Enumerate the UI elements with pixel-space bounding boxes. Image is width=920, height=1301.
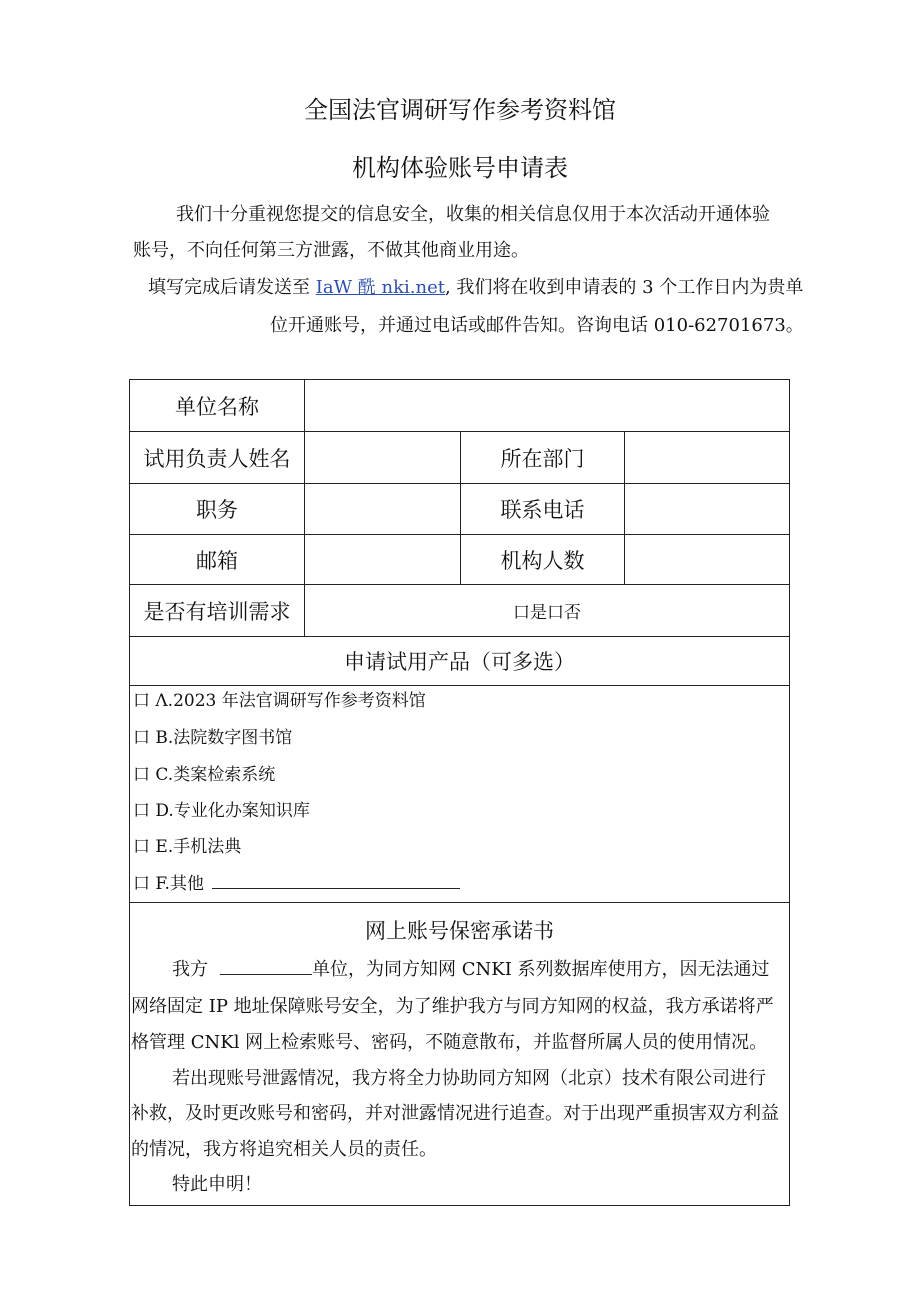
- pledge-unit-blank[interactable]: [220, 974, 312, 975]
- phone-field[interactable]: [625, 484, 789, 534]
- product-option[interactable]: 口 B.法院数字图书馆: [133, 728, 293, 748]
- email-link[interactable]: IaW 酰 nki.net: [315, 277, 445, 298]
- application-form-table: [129, 379, 790, 1206]
- product-option-other[interactable]: [133, 869, 460, 894]
- pledge-paragraph-line: 若出现账号泄露情况，我方将全力协助同方知网（北京）技术有限公司进行: [172, 1068, 766, 1089]
- product-option-label: 口 F.其他: [133, 874, 204, 894]
- pledge-text: 单位，为同方知网 CNKI 系列数据库使用方，因无法通过: [312, 959, 770, 980]
- phone-label: 联系电话: [500, 498, 585, 522]
- page-title: 全国法官调研写作参考资料馆: [304, 96, 616, 124]
- instructions-line: 位开通账号，并通过电话或邮件告知。咨询电话 010-62701673。: [270, 315, 804, 336]
- intro-paragraph-line: 我们十分重视您提交的信息安全，收集的相关信息仅用于本次活动开通体验: [176, 204, 770, 225]
- form-subtitle: 机构体验账号申请表: [352, 154, 568, 182]
- instructions-text: , 我们将在收到申请表的 3 个工作日内为贵单: [444, 277, 804, 298]
- training-label: 是否有培训需求: [143, 599, 291, 624]
- position-field[interactable]: [305, 484, 460, 534]
- product-option[interactable]: 口 C.类案检索系统: [133, 765, 276, 785]
- submission-instructions: [148, 273, 803, 299]
- department-field[interactable]: [625, 432, 789, 483]
- products-heading: 申请试用产品（可多选）: [344, 650, 575, 674]
- pledge-paragraph-line: [172, 955, 770, 981]
- product-option[interactable]: 口 E.手机法典: [133, 837, 242, 857]
- pledge-closing: 特此申明！: [172, 1174, 262, 1195]
- staff-count-field[interactable]: [625, 535, 789, 584]
- pledge-paragraph-line: 的情况，我方将追究相关人员的责任。: [131, 1139, 437, 1160]
- trial-person-label: 试用负责人姓名: [143, 446, 291, 471]
- pledge-heading: 网上账号保密承诺书: [365, 919, 554, 943]
- other-product-blank[interactable]: [212, 888, 460, 889]
- intro-paragraph-line: 账号，不向任何第三方泄露，不做其他商业用途。: [133, 240, 529, 261]
- staff-count-label: 机构人数: [500, 548, 585, 573]
- pledge-text: 我方: [172, 959, 208, 980]
- product-option[interactable]: 口 Λ.2023 年法官调研写作参考资料馆: [133, 691, 426, 711]
- row-divider: [130, 902, 789, 903]
- product-option[interactable]: 口 D.专业化办案知识库: [133, 801, 310, 821]
- unit-name-label: 单位名称: [175, 394, 259, 419]
- instructions-text: 填写完成后请发送至: [148, 277, 316, 298]
- training-options[interactable]: 口是口否: [513, 603, 581, 623]
- email-field[interactable]: [305, 535, 460, 584]
- pledge-paragraph-line: 格管理 CNKl 网上检索账号、密码，不随意散布，并监督所属人员的使用情况。: [131, 1032, 768, 1053]
- email-label: 邮箱: [196, 548, 238, 573]
- pledge-paragraph-line: 网络固定 IP 地址保障账号安全，为了维护我方与同方知网的权益，我方承诺将严: [131, 996, 774, 1017]
- trial-person-field[interactable]: [305, 432, 460, 483]
- position-label: 职务: [196, 498, 238, 522]
- pledge-paragraph-line: 补救，及时更改账号和密码，并对泄露情况进行追查。对于出现严重损害双方利益: [131, 1103, 779, 1124]
- unit-name-field[interactable]: [305, 380, 789, 431]
- department-label: 所在部门: [500, 446, 585, 471]
